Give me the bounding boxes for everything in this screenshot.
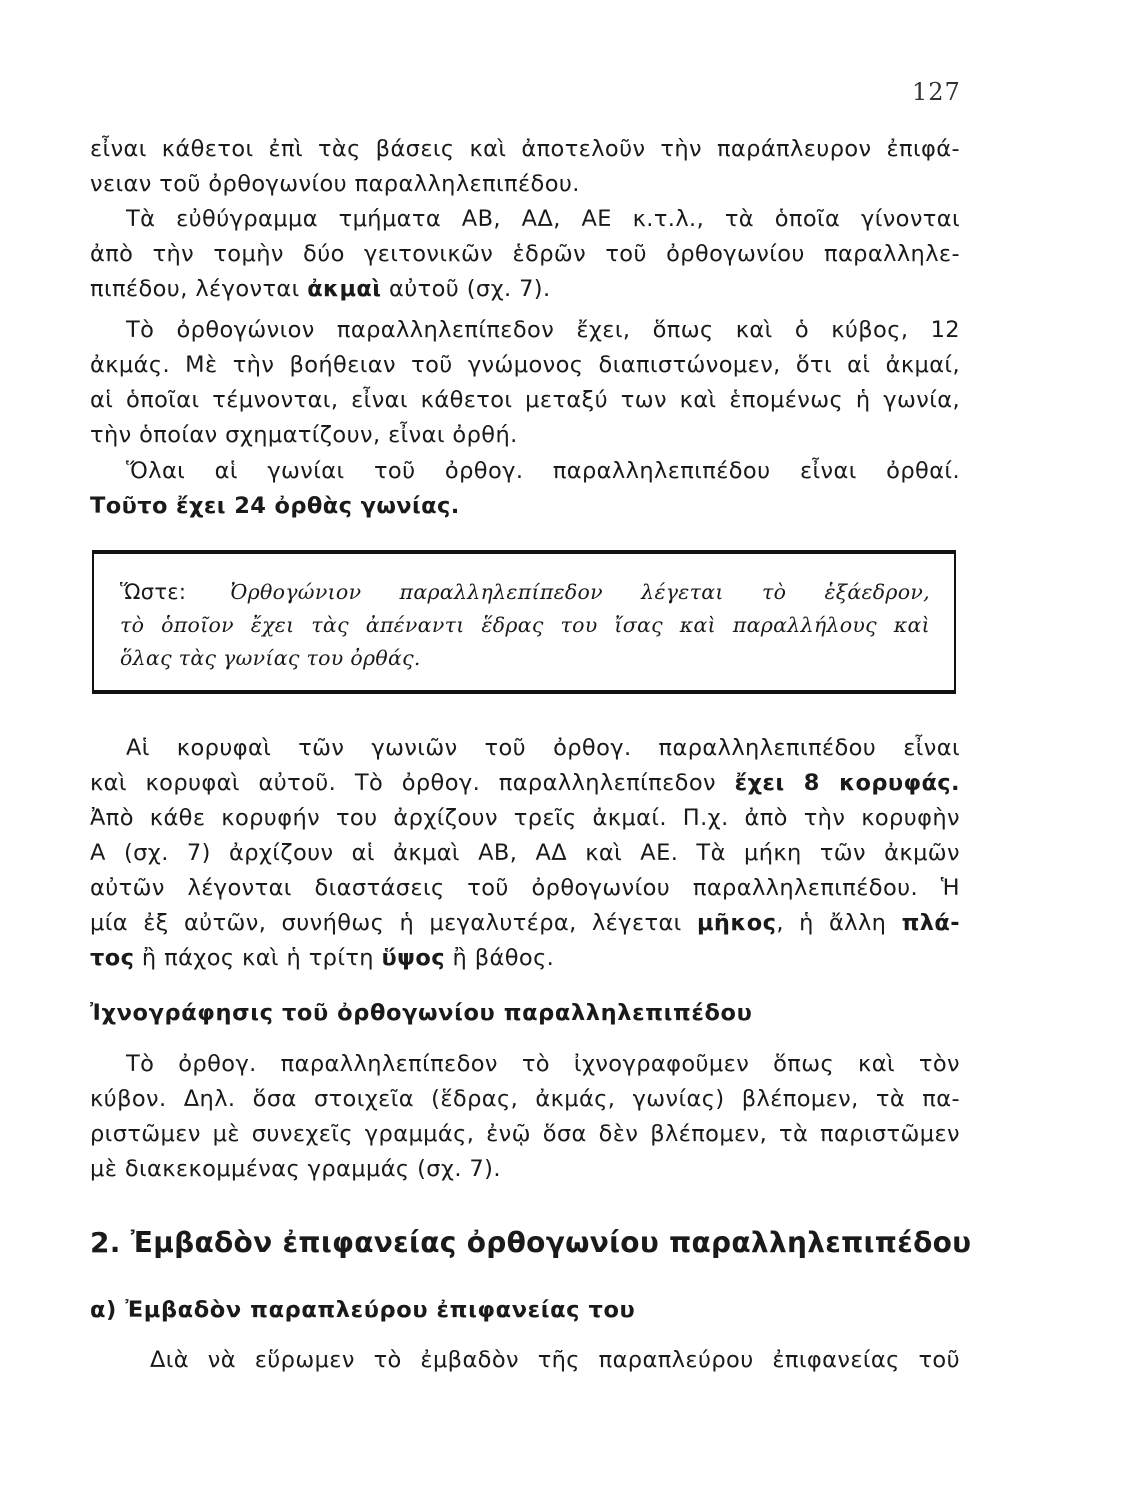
paragraph-2: [90, 202, 960, 307]
text-line: Α (σχ. 7) ἀρχίζουν αἱ ἀκμαὶ ΑΒ, ΑΔ καὶ ΑΕ. Τὰ μήκη τῶν ἀκμῶν: [90, 840, 960, 866]
paragraph-6: [90, 1047, 960, 1187]
text-line: αὐτῶν λέγονται διαστάσεις τοῦ ὀρθογωνίου παραλληλεπιπέδου. Ἡ: [90, 875, 960, 901]
term-ypsos: ὕψος: [381, 945, 445, 971]
text-line: ἀκμάς. Μὲ τὴν βοήθειαν τοῦ γνώμονος διαπιστώνομεν, ὅτι αἱ ἀκμαί,: [90, 352, 960, 378]
bold-statement: Τοῦτο ἔχει 24 ὀρθὰς γωνίας.: [90, 493, 460, 519]
text-line: Ἀπὸ κάθε κορυφήν του ἀρχίζουν τρεῖς ἀκμαί. Π.χ. ἀπὸ τὴν κορυφὴν: [90, 805, 960, 831]
text-line: ριστῶμεν μὲ συνεχεῖς γραμμάς, ἐνῷ ὅσα δὲν βλέπομεν, τὰ παριστῶμεν: [90, 1121, 960, 1147]
text-fragment: μία ἐξ αὐτῶν, συνήθως ἡ μεγαλυτέρα, λέγεται: [90, 910, 682, 936]
text-fragment: ἢ βάθος.: [452, 945, 555, 971]
text-line: [90, 766, 960, 801]
text-line: Διὰ νὰ εὕρωμεν τὸ ἐμβαδὸν τῆς παραπλεύρου ἐπιφανείας τοῦ: [150, 1347, 960, 1373]
definition-line: τὸ ὁποῖον ἔχει τὰς ἀπέναντι ἕδρας του ἴσας καὶ παραλλήλους καὶ: [120, 613, 930, 637]
text-line: Αἱ κορυφαὶ τῶν γωνιῶν τοῦ ὀρθογ. παραλληλεπιπέδου εἶναι: [126, 735, 960, 761]
text-line: [90, 906, 960, 941]
term-platos-end: τος: [90, 945, 135, 971]
text-line: Τὰ εὐθύγραμμα τμήματα ΑΒ, ΑΔ, ΑΕ κ.τ.λ., τὰ ὁποῖα γίνονται: [126, 206, 960, 232]
text-line: Τὸ ὀρθογώνιον παραλληλεπίπεδον ἔχει, ὅπως καὶ ὁ κύβος, 12: [126, 317, 960, 343]
text-fragment: Ὀρθογώνιον παραλληλεπίπεδον λέγεται τὸ ἑξάεδρον,: [230, 580, 930, 604]
section-title: 2. Ἐμβαδὸν ἐπιφανείας ὀρθογωνίου παραλληλεπιπέδου: [90, 1226, 972, 1259]
page-number: 127: [912, 78, 961, 106]
text-line: Τὸ ὀρθογ. παραλληλεπίπεδον τὸ ἰχνογραφοῦμεν ὅπως καὶ τὸν: [126, 1051, 960, 1077]
term-platos: πλά-: [901, 910, 961, 936]
definition-text: [120, 576, 930, 675]
text-line: αἱ ὁποῖαι τέμνονται, εἶναι κάθετοι μεταξύ των καὶ ἑπομένως ἡ γωνία,: [90, 387, 960, 413]
text-line: [90, 272, 960, 307]
text-line: κύβον. Δηλ. ὅσα στοιχεῖα (ἕδρας, ἀκμάς, γωνίας) βλέπομεν, τὰ πα-: [90, 1086, 960, 1112]
subsection-title: α) Ἐμβαδὸν παραπλεύρου ἐπιφανείας του: [90, 1297, 636, 1323]
definition-line: [120, 576, 930, 609]
text-line: τὴν ὁποίαν σχηματίζουν, εἶναι ὀρθή.: [90, 422, 518, 448]
paragraph-5: [90, 731, 960, 976]
text-fragment: , ἡ ἄλλη: [776, 910, 887, 936]
definition-box: [92, 550, 956, 694]
text-line: νειαν τοῦ ὀρθογωνίου παραλληλεπιπέδου.: [90, 171, 580, 197]
paragraph-7: [90, 1343, 960, 1378]
text-line: [90, 941, 960, 976]
text-line: εἶναι κάθετοι ἐπὶ τὰς βάσεις καὶ ἀποτελοῦν τὴν παράπλευρον ἐπιφά-: [90, 136, 960, 162]
term-mikos: μῆκος: [696, 910, 777, 936]
text-fragment: ἢ πάχος καὶ ἡ τρίτη: [141, 945, 374, 971]
definition-lead: Ὥστε:: [120, 580, 187, 604]
bold-statement: ἔχει 8 κορυφάς.: [734, 770, 960, 796]
paragraph-1: [90, 132, 960, 202]
text-line: Ὅλαι αἱ γωνίαι τοῦ ὀρθογ. παραλληλεπιπέδου εἶναι ὀρθαί.: [126, 458, 960, 484]
term-akmai: ἀκμαὶ: [307, 276, 382, 302]
text-line: ἀπὸ τὴν τομὴν δύο γειτονικῶν ἑδρῶν τοῦ ὀρθογωνίου παραλληλε-: [90, 241, 960, 267]
heading-ichnography: Ἰχνογράφησις τοῦ ὀρθογωνίου παραλληλεπιπέδου: [90, 1000, 753, 1026]
text-fragment: πιπέδου, λέγονται: [90, 276, 300, 302]
paragraph-3: [90, 313, 960, 453]
text-fragment: καὶ κορυφαὶ αὐτοῦ. Τὸ ὀρθογ. παραλληλεπίπεδον: [90, 770, 716, 796]
paragraph-4: [90, 454, 960, 524]
text-fragment: αὐτοῦ (σχ. 7).: [389, 276, 551, 302]
definition-line: ὅλας τὰς γωνίας του ὀρθάς.: [120, 646, 421, 670]
text-line: μὲ διακεκομμένας γραμμάς (σχ. 7).: [90, 1156, 501, 1182]
